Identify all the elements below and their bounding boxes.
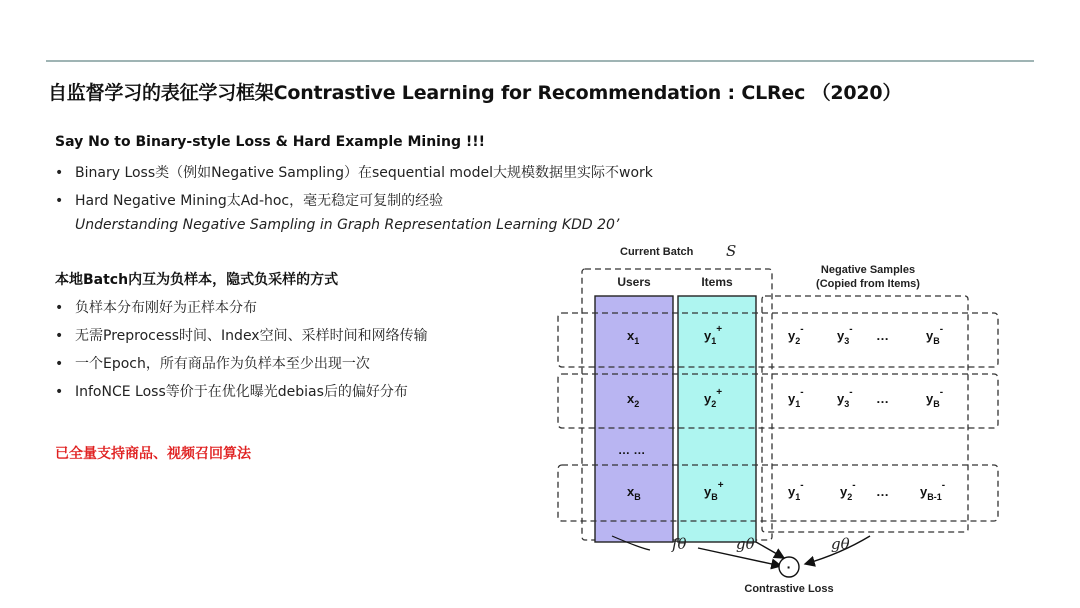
neg-y2: $y_2^-$ xyxy=(788,324,804,346)
user-x2: $x_2$ xyxy=(627,391,640,409)
user-xB: $x_B$ xyxy=(627,484,641,502)
row-ellipsis: … … xyxy=(618,443,646,457)
bullet-text: 一个Epoch，所有商品作为负样本至少出现一次 xyxy=(75,356,370,372)
neg-y3: $y_3^-$ xyxy=(837,324,853,346)
bullet-dot: • xyxy=(55,300,64,316)
neg-ellipsis: … xyxy=(876,484,889,499)
clrec-batch-diagram xyxy=(550,236,1010,608)
paper-reference: Understanding Negative Sampling in Graph Representation Learning KDD 20’ xyxy=(75,217,620,233)
neg-ellipsis: … xyxy=(876,328,889,343)
bullet-dot: • xyxy=(55,356,64,372)
bullet-dot: • xyxy=(55,165,64,181)
loss-node-dot: · xyxy=(786,559,792,575)
g-theta-label-items: gθ xyxy=(736,535,755,553)
section1-bullet-2 xyxy=(55,190,443,210)
bullet-dot: • xyxy=(55,384,64,400)
item-yB-positive: $y_B^+$ xyxy=(704,480,724,502)
bullet-text: 无需Preprocess时间、Index空间、采样时间和网络传输 xyxy=(75,328,428,344)
batch-symbol: S xyxy=(726,242,737,260)
neg-y1: $y_1^-$ xyxy=(788,480,804,502)
g-theta-label-negs: gθ xyxy=(831,535,850,553)
title-divider xyxy=(46,60,1034,62)
neg-y3: $y_3^-$ xyxy=(837,387,853,409)
bullet-text: Hard Negative Mining太Ad-hoc，毫无稳定可复制的经验 xyxy=(75,193,444,209)
section2-bullet-4 xyxy=(55,381,408,401)
bullet-dot: • xyxy=(55,328,64,344)
section2-bullet-2 xyxy=(55,325,428,345)
bullet-dot: • xyxy=(55,193,64,209)
slide-title: 自监督学习的表征学习框架Contrastive Learning for Recommendation : CLRec （2020） xyxy=(48,82,902,104)
user-x1: $x_1$ xyxy=(627,328,640,346)
section1-bullet-1 xyxy=(55,162,653,182)
neg-y1: $y_1^-$ xyxy=(788,387,804,409)
neg-yB-1: $y_{B-1}^-$ xyxy=(920,480,946,502)
section2-heading: 本地Batch内互为负样本，隐式负采样的方式 xyxy=(55,272,339,288)
neg-y2: $y_2^-$ xyxy=(840,480,856,502)
neg-ellipsis: … xyxy=(876,391,889,406)
bullet-text: InfoNCE Loss等价于在优化曝光debias后的偏好分布 xyxy=(75,384,408,400)
item-y2-positive: $y_2^+$ xyxy=(704,387,723,409)
negative-samples-subheader: (Copied from Items) xyxy=(816,278,920,290)
section2-bullet-1 xyxy=(55,297,257,317)
bullet-text: Binary Loss类（例如Negative Sampling）在sequential model大规模数据里实际不work xyxy=(75,165,653,181)
neg-yB: $y_B^-$ xyxy=(926,324,944,346)
contrastive-loss-label: Contrastive Loss xyxy=(744,583,834,595)
bullet-text: 负样本分布刚好为正样本分布 xyxy=(75,300,257,316)
neg-yB: $y_B^-$ xyxy=(926,387,944,409)
section2-bullet-3 xyxy=(55,353,370,373)
section1-heading: Say No to Binary-style Loss & Hard Example Mining !!! xyxy=(55,134,485,150)
current-batch-label: Current Batch xyxy=(620,246,694,258)
item-to-loss-arrow xyxy=(756,542,784,558)
item-y1-positive: $y_1^+$ xyxy=(704,324,723,346)
f-theta-label: fθ xyxy=(672,535,687,553)
deployment-note: 已全量支持商品、视频召回算法 xyxy=(55,446,251,462)
negative-samples-header: Negative Samples xyxy=(820,264,916,276)
users-header: Users xyxy=(617,275,651,289)
items-header: Items xyxy=(701,275,733,289)
